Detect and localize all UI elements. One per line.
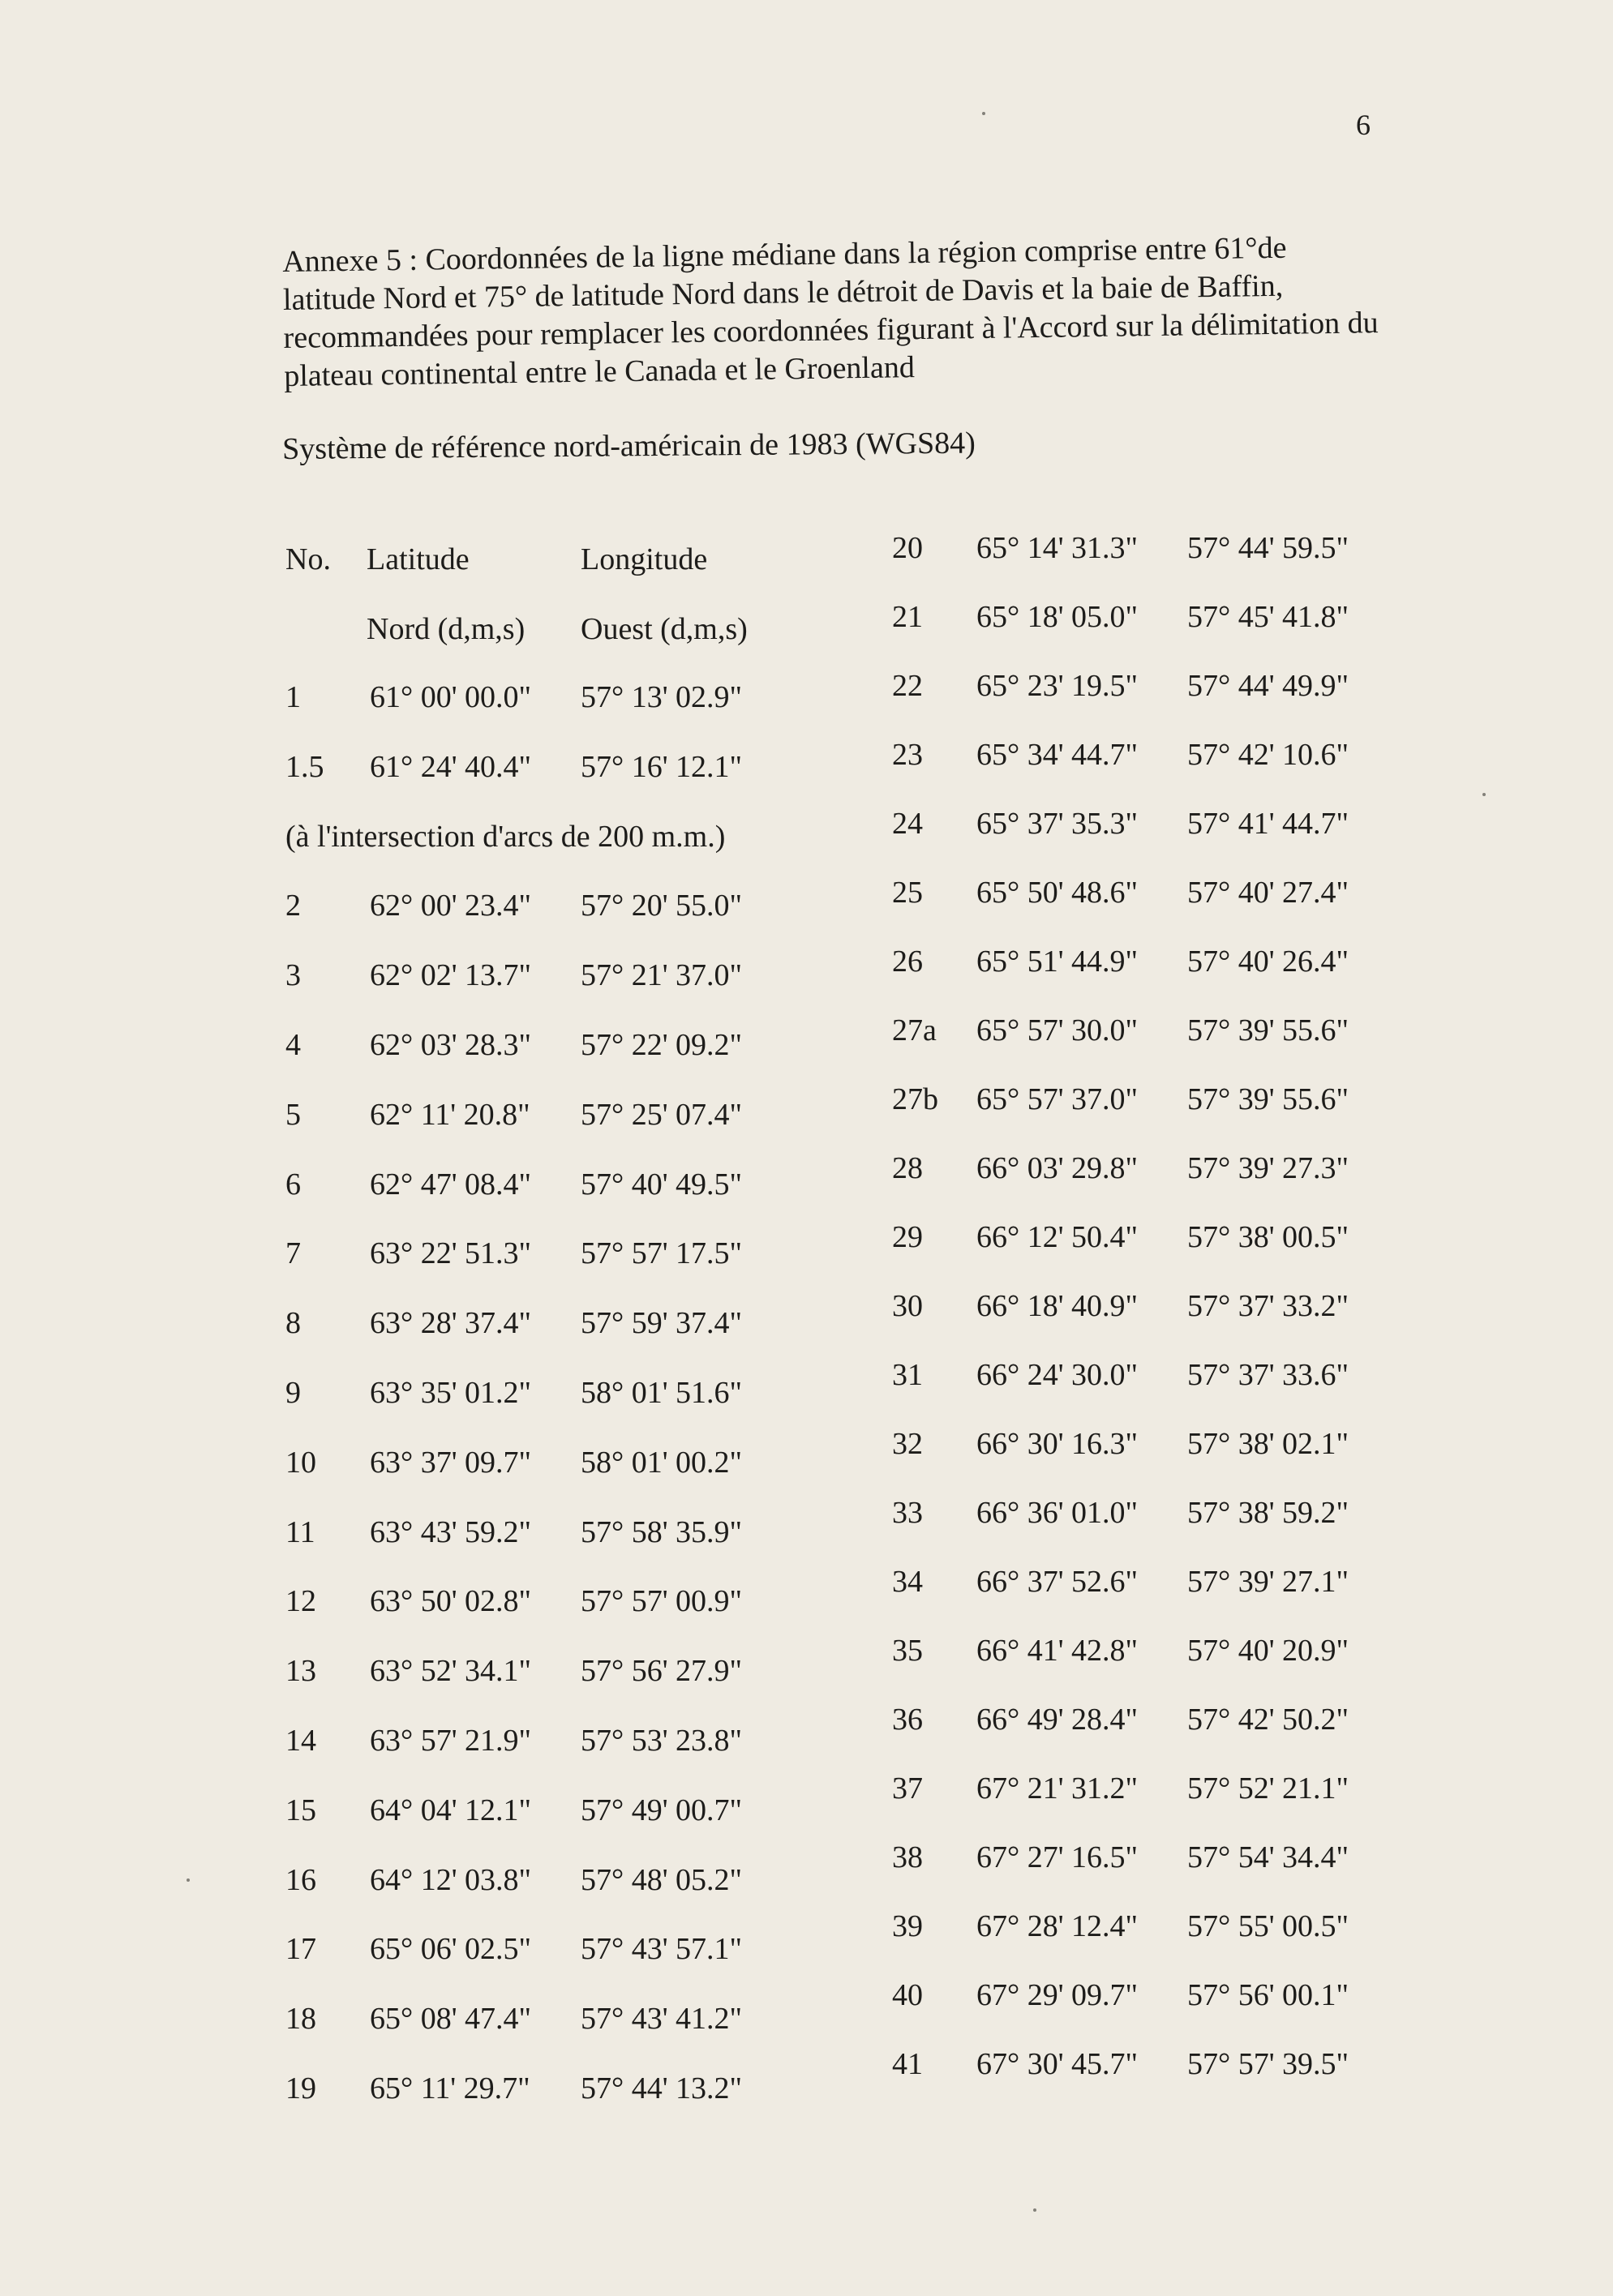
header-no: No. (285, 542, 331, 576)
point-number: 24 (892, 807, 923, 841)
latitude-value: 65° 50' 48.6" (976, 876, 1139, 910)
point-number: 13 (285, 1654, 316, 1689)
longitude-value: 57° 53' 23.8" (581, 1724, 743, 1758)
latitude-value: 63° 43' 59.2" (370, 1514, 532, 1549)
point-number: 11 (285, 1514, 315, 1549)
longitude-value: 57° 58' 35.9" (581, 1514, 743, 1549)
latitude-value: 66° 37' 52.6" (976, 1565, 1139, 1599)
longitude-value: 57° 44' 13.2" (581, 2071, 743, 2105)
latitude-value: 61° 24' 40.4" (370, 749, 532, 784)
latitude-value: 64° 04' 12.1" (370, 1793, 532, 1827)
latitude-value: 63° 57' 21.9" (370, 1724, 532, 1758)
point-number: 29 (892, 1220, 923, 1254)
page-number: 6 (1356, 109, 1371, 141)
longitude-value: 57° 22' 09.2" (581, 1028, 743, 1062)
latitude-value: 65° 06' 02.5" (370, 1932, 532, 1967)
longitude-value: 57° 57' 00.9" (581, 1584, 743, 1619)
longitude-value: 57° 54' 34.4" (1187, 1840, 1349, 1874)
reference-system: Système de référence nord-américain de 1983 (WGS84) (282, 426, 976, 466)
point-number: 15 (285, 1793, 316, 1827)
longitude-value: 57° 38' 59.2" (1187, 1496, 1349, 1530)
point-number: 3 (285, 958, 301, 993)
longitude-value: 57° 56' 27.9" (581, 1654, 743, 1689)
latitude-value: 67° 21' 31.2" (976, 1771, 1139, 1806)
point-number: 20 (892, 531, 923, 565)
latitude-value: 65° 51' 44.9" (976, 945, 1139, 979)
point-number: 27a (892, 1013, 937, 1047)
longitude-value: 57° 55' 00.5" (1187, 1909, 1349, 1943)
longitude-value: 58° 01' 00.2" (581, 1445, 743, 1480)
point-number: 5 (285, 1097, 301, 1132)
longitude-value: 57° 48' 05.2" (581, 1862, 743, 1897)
latitude-value: 67° 27' 16.5" (976, 1840, 1139, 1874)
longitude-value: 57° 38' 00.5" (1187, 1220, 1349, 1254)
longitude-value: 57° 42' 50.2" (1187, 1703, 1349, 1737)
point-number: 22 (892, 669, 923, 703)
longitude-value: 57° 44' 59.5" (1187, 531, 1349, 565)
latitude-value: 62° 03' 28.3" (370, 1028, 532, 1062)
longitude-value: 57° 39' 55.6" (1187, 1082, 1349, 1116)
longitude-value: 57° 57' 17.5" (581, 1236, 743, 1271)
point-number: 17 (285, 1932, 316, 1967)
latitude-value: 65° 57' 37.0" (976, 1082, 1139, 1116)
latitude-value: 65° 34' 44.7" (976, 738, 1139, 772)
point-number: 16 (285, 1862, 316, 1897)
latitude-value: 66° 24' 30.0" (976, 1358, 1139, 1392)
longitude-value: 57° 25' 07.4" (581, 1097, 743, 1132)
latitude-value: 65° 08' 47.4" (370, 2002, 532, 2037)
point-number: 37 (892, 1771, 923, 1806)
longitude-value: 57° 49' 00.7" (581, 1793, 743, 1827)
longitude-value: 57° 45' 41.8" (1187, 600, 1349, 634)
longitude-value: 57° 44' 49.9" (1187, 669, 1349, 703)
latitude-value: 62° 47' 08.4" (370, 1167, 532, 1202)
latitude-value: 64° 12' 03.8" (370, 1862, 532, 1897)
longitude-value: 57° 37' 33.6" (1187, 1358, 1349, 1392)
point-number: 41 (892, 2047, 923, 2081)
point-number: 2 (285, 889, 301, 923)
latitude-value: 65° 11' 29.7" (370, 2071, 530, 2105)
longitude-value: 57° 42' 10.6" (1187, 738, 1349, 772)
longitude-value: 57° 16' 12.1" (581, 749, 743, 784)
point-number: 1 (285, 680, 301, 714)
point-number: 6 (285, 1167, 301, 1202)
longitude-value: 57° 52' 21.1" (1187, 1771, 1349, 1806)
longitude-value: 57° 40' 27.4" (1187, 876, 1349, 910)
point-number: 10 (285, 1445, 316, 1480)
longitude-value: 57° 43' 57.1" (581, 1932, 743, 1967)
paper-speck (1033, 2208, 1036, 2212)
point-number: 21 (892, 600, 923, 634)
longitude-value: 57° 39' 55.6" (1187, 1013, 1349, 1047)
point-number: 19 (285, 2071, 316, 2105)
subheader-latitude: Nord (d,m,s) (367, 612, 526, 646)
latitude-value: 65° 23' 19.5" (976, 669, 1139, 703)
point-number: 35 (892, 1634, 923, 1668)
longitude-value: 57° 39' 27.3" (1187, 1151, 1349, 1185)
point-number: 7 (285, 1236, 301, 1271)
point-number: 30 (892, 1289, 923, 1323)
longitude-value: 57° 21' 37.0" (581, 958, 743, 993)
point-number: 9 (285, 1376, 301, 1410)
header-longitude: Longitude (581, 542, 708, 576)
latitude-value: 66° 36' 01.0" (976, 1496, 1139, 1530)
latitude-value: 62° 11' 20.8" (370, 1097, 530, 1132)
point-number: 23 (892, 738, 923, 772)
longitude-value: 57° 56' 00.1" (1187, 1978, 1349, 2012)
row-note: (à l'intersection d'arcs de 200 m.m.) (285, 819, 726, 854)
point-number: 34 (892, 1565, 923, 1599)
latitude-value: 63° 22' 51.3" (370, 1236, 532, 1271)
latitude-value: 62° 00' 23.4" (370, 889, 532, 923)
latitude-value: 66° 12' 50.4" (976, 1220, 1139, 1254)
annex-title: Annexe 5 : Coordonnées de la ligne médiane dans la région comprise entre 61°de latitude Nord et 75° de latitude Nord dans le détroit de Davis et la baie de Baffin, recommandées pour remplacer les coordonnées figurant à l'Accord sur la délimitation du plateau continental entre le Canada et le Groenland (282, 230, 1379, 393)
longitude-value: 57° 37' 33.2" (1187, 1289, 1349, 1323)
longitude-value: 57° 39' 27.1" (1187, 1565, 1349, 1599)
longitude-value: 57° 13' 02.9" (581, 680, 743, 714)
point-number: 33 (892, 1496, 923, 1530)
longitude-value: 57° 40' 26.4" (1187, 945, 1349, 979)
paper-speck (982, 112, 985, 115)
longitude-value: 57° 59' 37.4" (581, 1306, 743, 1341)
latitude-value: 66° 30' 16.3" (976, 1427, 1139, 1461)
latitude-value: 63° 50' 02.8" (370, 1584, 532, 1619)
latitude-value: 66° 41' 42.8" (976, 1634, 1139, 1668)
point-number: 32 (892, 1427, 923, 1461)
point-number: 12 (285, 1584, 316, 1619)
longitude-value: 57° 41' 44.7" (1187, 807, 1349, 841)
latitude-value: 67° 28' 12.4" (976, 1909, 1139, 1943)
subheader-longitude: Ouest (d,m,s) (581, 612, 748, 646)
latitude-value: 66° 03' 29.8" (976, 1151, 1139, 1185)
longitude-value: 57° 57' 39.5" (1187, 2047, 1349, 2081)
latitude-value: 67° 30' 45.7" (976, 2047, 1139, 2081)
latitude-value: 63° 28' 37.4" (370, 1306, 532, 1341)
longitude-value: 58° 01' 51.6" (581, 1376, 743, 1410)
point-number: 18 (285, 2002, 316, 2037)
latitude-value: 63° 52' 34.1" (370, 1654, 532, 1689)
latitude-value: 63° 35' 01.2" (370, 1376, 532, 1410)
longitude-value: 57° 38' 02.1" (1187, 1427, 1349, 1461)
latitude-value: 66° 18' 40.9" (976, 1289, 1139, 1323)
point-number: 14 (285, 1724, 316, 1758)
point-number: 1.5 (285, 749, 324, 784)
latitude-value: 65° 18' 05.0" (976, 600, 1139, 634)
point-number: 27b (892, 1082, 938, 1116)
point-number: 40 (892, 1978, 923, 2012)
latitude-value: 67° 29' 09.7" (976, 1978, 1139, 2012)
point-number: 39 (892, 1909, 923, 1943)
longitude-value: 57° 43' 41.2" (581, 2002, 743, 2037)
latitude-value: 61° 00' 00.0" (370, 680, 532, 714)
longitude-value: 57° 20' 55.0" (581, 889, 743, 923)
point-number: 36 (892, 1703, 923, 1737)
latitude-value: 65° 37' 35.3" (976, 807, 1139, 841)
point-number: 4 (285, 1028, 301, 1062)
paper-speck (187, 1878, 190, 1882)
point-number: 26 (892, 945, 923, 979)
paper-speck (1482, 793, 1486, 796)
latitude-value: 63° 37' 09.7" (370, 1445, 532, 1480)
point-number: 31 (892, 1358, 923, 1392)
point-number: 25 (892, 876, 923, 910)
point-number: 28 (892, 1151, 923, 1185)
latitude-value: 66° 49' 28.4" (976, 1703, 1139, 1737)
point-number: 38 (892, 1840, 923, 1874)
longitude-value: 57° 40' 49.5" (581, 1167, 743, 1202)
header-latitude: Latitude (367, 542, 470, 576)
point-number: 8 (285, 1306, 301, 1341)
latitude-value: 65° 14' 31.3" (976, 531, 1139, 565)
latitude-value: 65° 57' 30.0" (976, 1013, 1139, 1047)
longitude-value: 57° 40' 20.9" (1187, 1634, 1349, 1668)
latitude-value: 62° 02' 13.7" (370, 958, 532, 993)
